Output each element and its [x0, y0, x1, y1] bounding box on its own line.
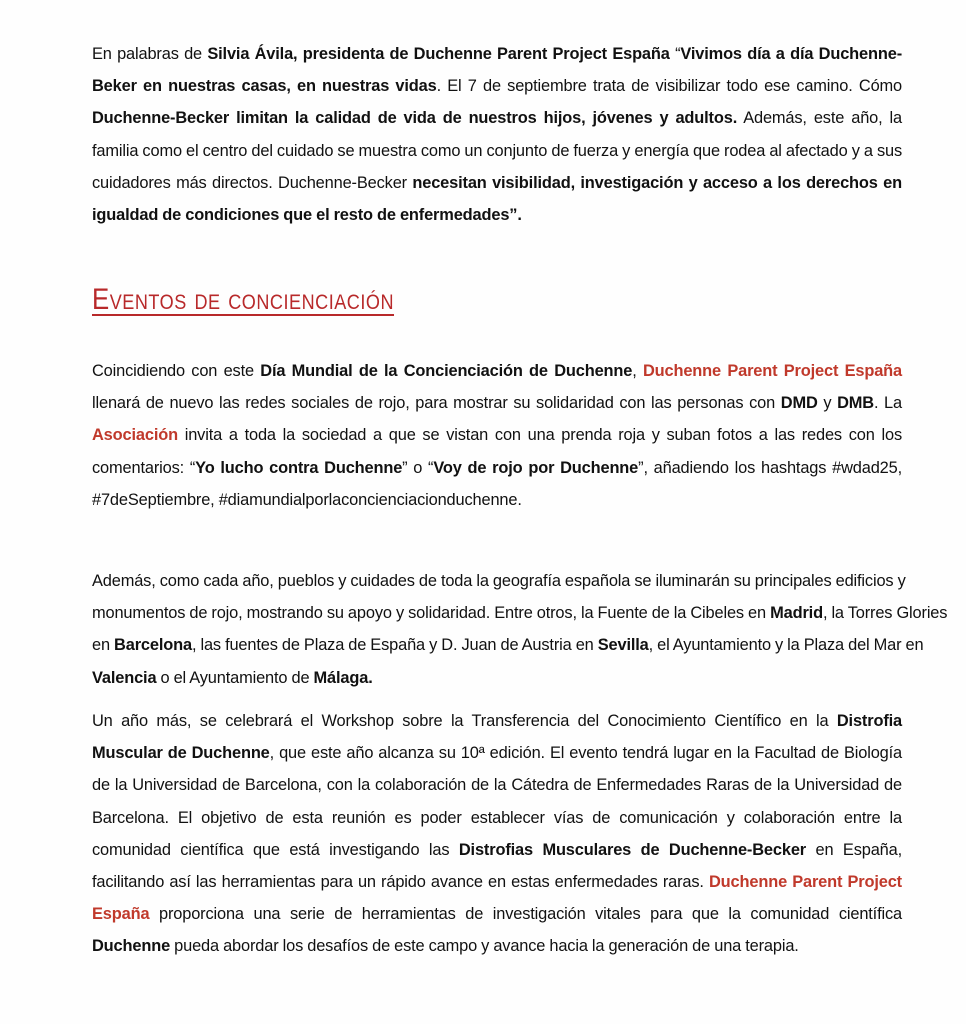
text-run: invita a toda la sociedad a que se vistan con una prenda roja y suban fotos a las redes con los comentarios: “ — [92, 426, 902, 477]
section-heading: Eventos de concienciación — [92, 283, 395, 316]
association-link[interactable]: Asociación — [92, 426, 178, 445]
text-run: ”, añadiendo los hashtags #wdad25, #7deSeptiembre, #diamundialporlaconcienciacionduchenne. — [92, 458, 902, 509]
bold-run: necesitan visibilidad, investigación y acceso a los derechos en igualdad de condiciones que el resto de enfermedades”. — [92, 173, 902, 225]
bold-run: Duchenne-Becker limitan la calidad de vida de nuestros hijos, jóvenes y adultos. — [92, 109, 738, 128]
section-heading-wrapper — [92, 280, 443, 320]
paragraph-workshop — [92, 705, 902, 963]
text-run: En palabras de — [92, 45, 208, 63]
text-run: proporciona una serie de herramientas de investigación vitales para que la comunidad científica — [149, 905, 902, 924]
text-run: Coincidiendo con este — [92, 362, 261, 380]
bold-run-city: Madrid — [770, 604, 823, 623]
text-run: pueda abordar los desafíos de este campo y avance hacia la generación de una terapia. — [170, 937, 799, 956]
text-run: “ — [669, 45, 681, 63]
bold-run: Voy de rojo por Duchenne — [433, 458, 639, 477]
bold-run: Día Mundial de la Concienciación de Duchenne — [260, 362, 633, 380]
bold-run: Duchenne — [92, 937, 171, 956]
text-run: en España, facilitando así las herramientas para un rápido avance en estas enfermedades raras. — [92, 840, 903, 892]
bold-run-city: Málaga. — [313, 668, 373, 687]
text-run: , la Torres Glories en — [92, 604, 948, 655]
paragraph-awareness-day — [92, 355, 902, 516]
paragraph-monuments — [92, 565, 966, 694]
text-run: . El 7 de septiembre trata de visibilizar todo ese camino. Cómo — [436, 77, 903, 96]
text-run: llenará de nuevo las redes sociales de rojo, para mostrar su solidaridad con las personas con — [92, 394, 781, 413]
text-run: Un año más, se celebrará el Workshop sobre la Transferencia del Conocimiento Científico en la — [92, 712, 837, 730]
bold-run: DMD — [780, 394, 818, 413]
bold-run-city: Sevilla — [597, 636, 649, 655]
bold-run-speaker: Silvia Ávila, presidenta de Duchenne Parent Project España — [207, 45, 670, 63]
paragraph-quote — [92, 38, 902, 231]
bold-run: Distrofias Musculares de Duchenne-Becker — [458, 840, 807, 859]
text-run: Además, como cada año, pueblos y cuidades de toda la geografía española se iluminarán su principales edificios y monumentos de rojo, mostrando su apoyo y solidaridad. Entre otros, la Fuente de la Cibeles en — [92, 572, 906, 623]
text-run: o el Ayuntamiento de — [156, 668, 314, 687]
bold-run: DMB — [837, 394, 874, 413]
text-run: Además, este año, la familia como el centro del cuidado se muestra como un conjunto de fuerza y energía que rodea al afectado y a sus cuidadores más directos. Duchenne-Becker — [92, 109, 902, 192]
organization-link[interactable]: Duchenne Parent Project España — [92, 873, 902, 924]
bold-run: Distrofia Muscular de Duchenne — [92, 712, 902, 763]
text-run: ” o “ — [402, 458, 434, 477]
bold-run: Yo lucho contra Duchenne — [195, 458, 403, 477]
text-run: y — [817, 394, 838, 413]
text-run: , — [632, 362, 643, 380]
text-run: , el Ayuntamiento y la Plaza del Mar en — [648, 636, 924, 655]
organization-link[interactable]: Duchenne Parent Project España — [642, 362, 902, 380]
text-run: , las fuentes de Plaza de España y D. Juan de Austria en — [191, 636, 598, 655]
bold-run-city: Barcelona — [114, 636, 192, 655]
bold-run-city: Valencia — [92, 668, 157, 687]
text-run: . La — [873, 394, 902, 413]
text-run: , que este año alcanza su 10ª edición. El evento tendrá lugar en la Facultad de Biología de la Universidad de Barcelona, con la colaboración de la Cátedra de Enfermedades Raras de la Universidad de Barcelona. El objetivo de esta reunión es poder establecer vías de comunicación y colaboración entre la comunidad científica que está investigando las — [92, 744, 902, 859]
bold-run-quote: Vivimos día a día Duchenne-Beker en nuestras casas, en nuestras vidas — [92, 45, 903, 96]
